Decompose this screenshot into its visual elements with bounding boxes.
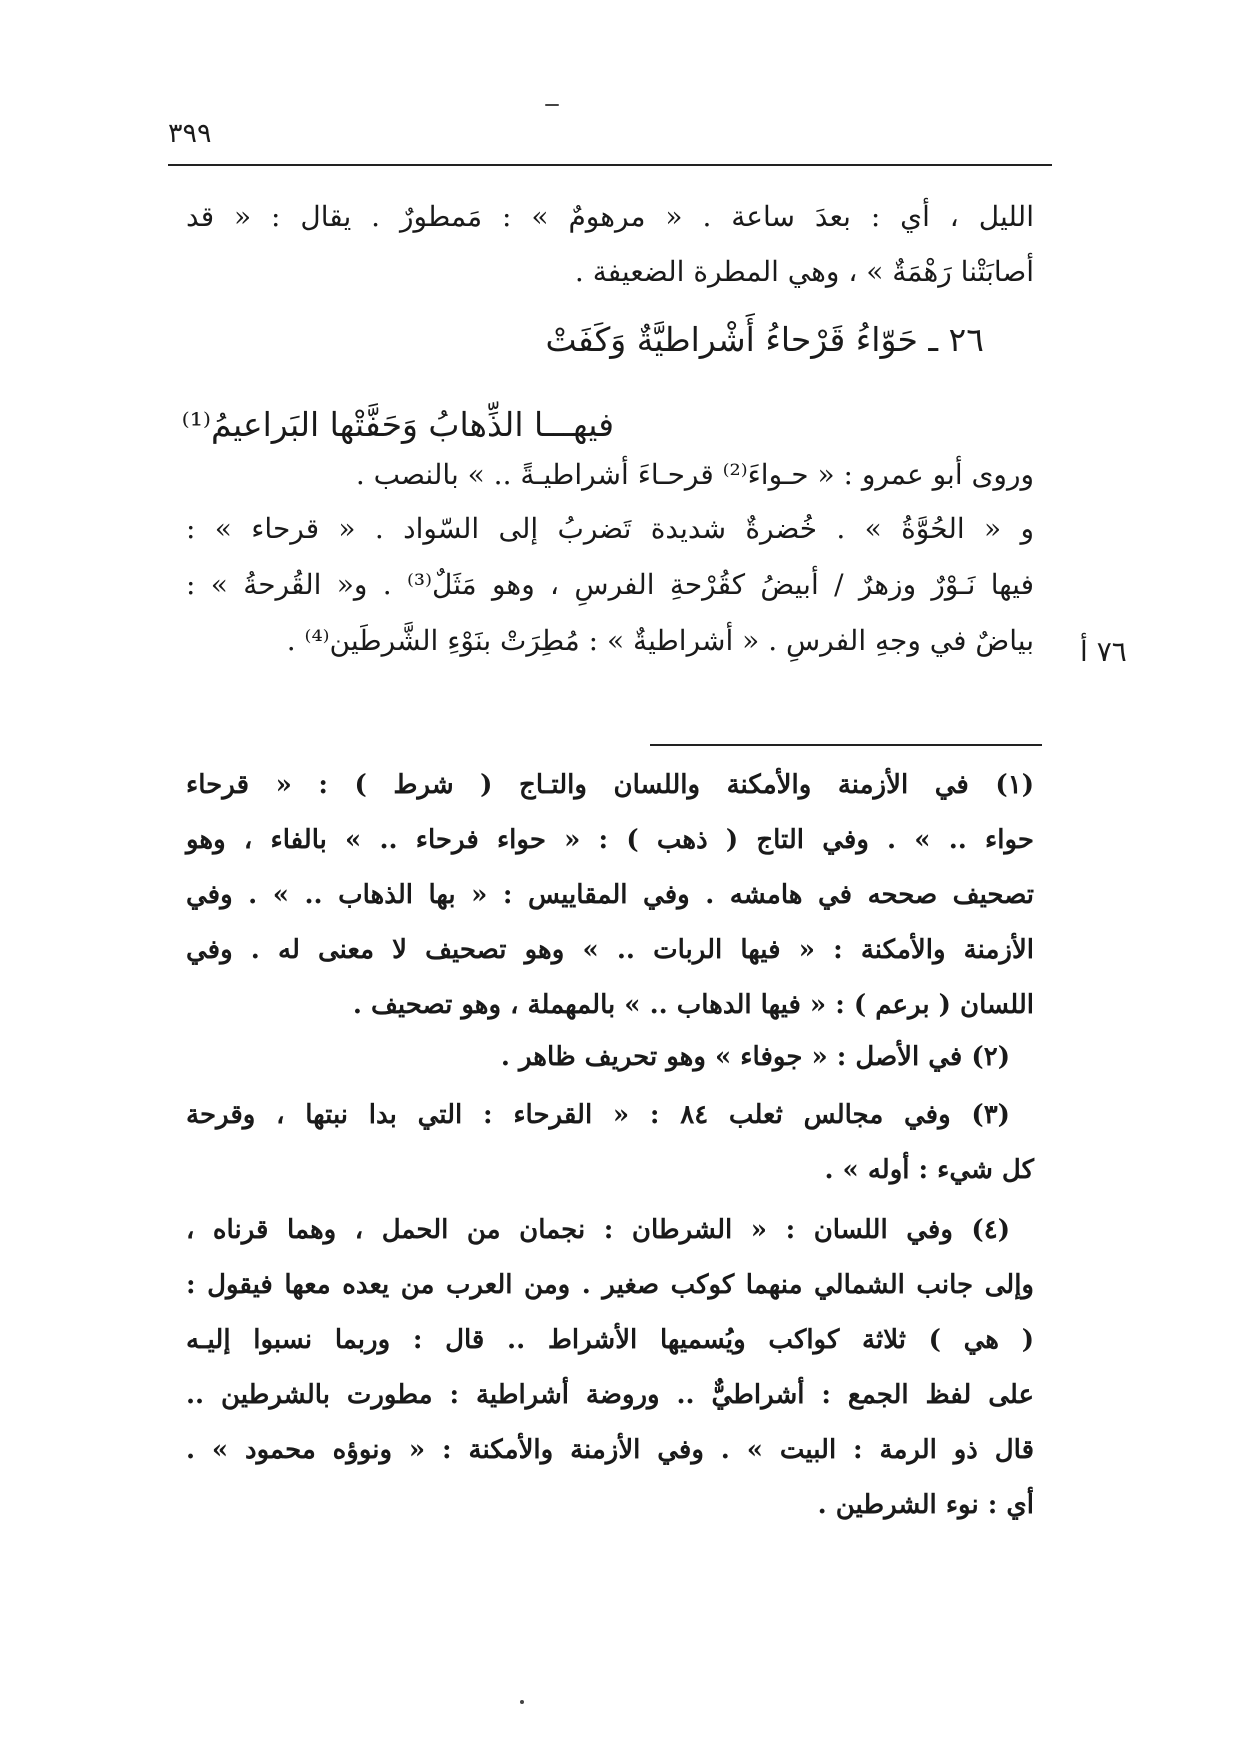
- footnote-line-1: (١) في الأزمنة والأمكنة واللسان والتـاج ( شرط ) : « قرحاء: [186, 770, 1034, 800]
- main-line-2: أصابَتْنا رَهْمَةٌ » ، وهي المطرة الضعيفة .: [574, 255, 1034, 288]
- footnote-line-10: وإلى جانب الشمالي منهما كوكب صغير . ومن العرب من يعده معها فيقول :: [186, 1270, 1034, 1300]
- footnote-line-5: اللسان ( برعم ) : « فيها الدهاب .. » بالمهملة ، وهو تصحيف .: [352, 990, 1034, 1020]
- header-rule: [168, 164, 1052, 166]
- main-line-6: بياضٌ في وجهِ الفرسِ . « أشراطيةٌ » : مُطِرَتْ بنَوْءِ الشَّرطَين⁽⁴⁾ .: [286, 624, 1034, 657]
- footnote-line-3: تصحيف صححه في هامشه . وفي المقاييس : « بها الذهاب .. » . وفي: [186, 880, 1034, 910]
- footnote-line-13: قال ذو الرمة : البيت » . وفي الأزمنة والأمكنة : « ونوؤه محمود » .: [186, 1435, 1034, 1465]
- margin-folio-reference: ٧٦ أ: [1080, 635, 1127, 668]
- footnote-line-12: على لفظ الجمع : أشراطيٌّ .. وروضة أشراطية : مطورت بالشرطين ..: [186, 1380, 1034, 1410]
- footnote-line-14: أي : نوء الشرطين .: [817, 1490, 1034, 1520]
- footnote-line-6: (٢) في الأصل : « جوفاء » وهو تحريف ظاهر .: [500, 1042, 1010, 1072]
- footnote-line-11: ( هي ) ثلاثة كواكب ويُسميها الأشراط .. قال : وربما نسبوا إليـه: [186, 1325, 1034, 1355]
- footnote-line-2: حواء .. » . وفي التاج ( ذهب ) : « حواء فرحاء .. » بالفاء ، وهو: [186, 825, 1034, 855]
- verse-second-hemistich: فيهـــا الذِّهابُ وَحَفَّتْها البَراعيمُ⁽¹⁾: [181, 405, 614, 444]
- footnote-line-8: كل شيء : أوله » .: [824, 1155, 1034, 1185]
- footnotes: [186, 770, 1034, 1610]
- main-line-5: فيها نَـوْرٌ وزهرٌ / أبيضُ كقُرْحةِ الفرسِ ، وهو مَثَلٌ⁽³⁾ . و« القُرحةُ » :: [186, 568, 1034, 601]
- main-line-1: الليل ، أي : بعدَ ساعة . « مرهومٌ » : مَمطورٌ . يقال : « قد: [186, 200, 1034, 233]
- scan-speck: [545, 104, 559, 106]
- footnote-rule: [650, 744, 1042, 746]
- main-line-3: وروى أبو عمرو : « حـواءَ⁽²⁾ قرحـاءَ أشراطيـةً .. » بالنصب .: [355, 458, 1034, 491]
- footnote-line-9: (٤) وفي اللسان : « الشرطان : نجمان من الحمل ، وهما قرناه ،: [186, 1215, 1010, 1245]
- scan-speck: [520, 1700, 524, 1704]
- page-number: ٣٩٩: [168, 118, 212, 149]
- verse-first-hemistich: ٢٦ ـ حَوّاءُ قَرْحاءُ أَشْراطيَّةٌ وَكَفَتْ: [545, 320, 984, 359]
- main-text: [181, 200, 1034, 740]
- footnote-line-7: (٣) وفي مجالس ثعلب ٨٤ : « القرحاء : التي بدا نبتها ، وقرحة: [186, 1100, 1010, 1130]
- footnote-line-4: الأزمنة والأمكنة : « فيها الربات .. » وهو تصحيف لا معنى له . وفي: [186, 935, 1034, 965]
- main-line-4: و « الحُوَّةُ » . خُضرةٌ شديدة تَضربُ إلى السّواد . « قرحاء » :: [186, 512, 1034, 545]
